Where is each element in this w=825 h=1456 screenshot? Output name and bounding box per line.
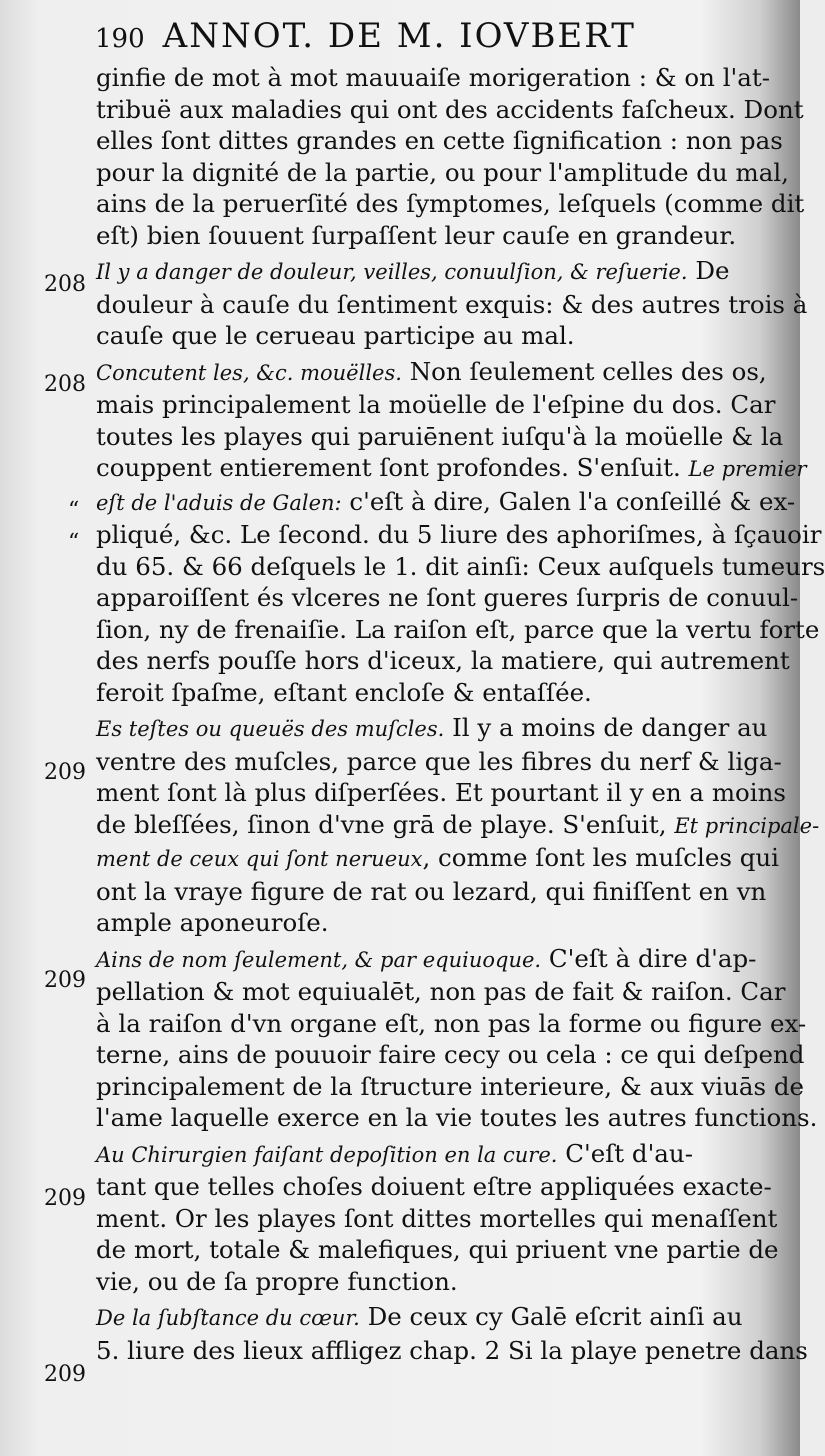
text-run: De [687,256,730,285]
text-line [96,157,789,189]
margin-number: 208 [44,272,86,297]
text-line [96,1008,807,1040]
text-run: du 65. & 66 deſquels le 1. dit ainſi: Ceux auſquels tumeurs [96,551,825,581]
annotation-text [96,62,825,1366]
text-line [96,777,786,809]
text-run: ample aponeuroſe. [96,908,329,937]
text-run: Il y a moins de danger au [444,713,768,742]
text-line [96,1138,736,1172]
text-run: Non ſeulement celles des os, [401,356,767,386]
lemma: De la ſubſtance du cœur. [96,1306,360,1330]
text-run: C'eſt d'au- [557,1138,693,1168]
text-run: terne, ains de pouuoir faire cecy ou cela : ce qui deſpend [96,1040,805,1069]
text-line [96,943,757,977]
text-line [96,551,825,583]
text-run: c'eſt à dire, Galen l'a conſeillé & ex- [341,486,796,516]
text-run: pour la dignité de la partie, ou pour l'amplitude du mal, [96,157,789,187]
text-line [96,907,736,939]
paragraph [96,943,818,1134]
text-line [96,645,790,677]
text-line [96,1171,772,1203]
text-run: ment. Or les playes ſont dittes mortelles qui menaſſent [96,1203,778,1233]
paragraph [96,1301,808,1366]
text-run: l'ame laquelle exerce en la vie toutes les autres functions. [96,1103,818,1132]
paragraph [96,62,805,251]
text-line [96,289,808,321]
lemma: eſt de l'aduis de Galen: [96,490,342,515]
text-run: ſion, ny de frenaiſie. La raiſon eſt, parce que la vertu forte [96,614,820,644]
text-run: De ceux cy Galē eſcrit ainſi au [359,1302,743,1331]
lemma: ment de ceux qui ſont nerueux [96,847,423,871]
text-line [96,486,796,520]
text-line [96,320,736,352]
text-line [96,614,820,646]
text-line [96,582,799,614]
text-run: vie, ou de ſa propre function. [96,1266,458,1296]
margin-number: 209 [44,968,86,993]
text-line [96,220,736,252]
text-line [96,421,784,453]
text-run: de mort, totale & malefiques, qui priuent vne partie de [96,1235,779,1264]
text-run: elles ſont dittes grandes en cette ſignification : non pas [96,126,783,155]
lemma: Concutent les, &c. mouëlles. [96,360,402,385]
text-run: ains de la peruerſité des ſymptomes, leſquels (comme dit [96,189,805,218]
text-line [96,519,822,551]
quote-mark: “ [68,498,80,523]
text-line [96,842,780,876]
paragraph [96,712,820,939]
text-run: C'eſt à dire d'ap- [541,943,757,973]
text-run: eſt) bien ſouuent ſurpaſſent leur cauſe en grandeur. [96,220,737,250]
text-line [96,746,782,778]
text-run: tant que telles choſes doiuent eſtre appliquées exacte- [96,1172,772,1201]
running-header [95,16,655,59]
text-line [96,1234,779,1266]
text-run: principalement de la ſtructure interieure, & aux viuās de [96,1071,805,1101]
quote-mark: “ [68,530,80,555]
text-line [96,1266,736,1298]
text-line [96,876,767,908]
text-line [96,1102,818,1134]
text-run: de bleſſées, ſinon d'vne grā de playe. S'enſuit, [96,809,675,839]
text-run: ment ſont là plus diſperſées. Et pourtant il y en a moins [96,778,786,807]
text-line [96,677,736,709]
text-run: apparoiſſent és vlceres ne ſont gueres ſurpris de conuul- [96,583,799,612]
text-run: douleur à cauſe du ſentiment exquis: & des autres trois à [96,289,808,319]
text-line [96,389,776,421]
text-line [96,356,767,390]
text-line [96,125,783,157]
paragraph [96,1138,779,1298]
text-run: ginfie de mot à mot mauuaiſe morigeration : & on l'at- [96,63,771,92]
text-line [96,188,805,220]
lemma: Le premier [688,457,807,481]
text-run: cauſe que le cerueau participe au mal. [96,321,575,350]
lemma: Et principale- [674,813,820,838]
text-run: tribuë aux maladies qui ont des accidents faſcheux. Dont [96,94,804,124]
text-line [96,1301,743,1335]
lemma: Es teſtes ou queuës des muſcles. [96,717,445,741]
running-title: ANNOT. DE M. IOVBERT [162,16,636,56]
lemma: Ains de nom ſeulement, & par equiuoque. [96,947,542,972]
text-run: 5. liure des lieux affligez chap. 2 Si la playe penetre dans [96,1335,808,1365]
text-run: à la raiſon d'vn organe eſt, non pas la forme ou figure ex- [96,1008,807,1038]
page-number: 190 [95,24,145,54]
lemma: Au Chirurgien faiſant depoſition en la cure. [96,1142,558,1167]
paragraph [96,255,808,352]
text-line [96,809,820,843]
margin-number: 209 [44,1186,86,1211]
margin-number: 208 [44,372,86,397]
text-line [96,1039,805,1071]
text-run: feroit ſpaſme, eſtant encloſe & entaſſée. [96,677,592,707]
text-line [96,1335,808,1367]
text-line [96,1203,778,1235]
text-line [96,1071,805,1103]
text-line [96,712,768,746]
text-line [96,62,771,94]
text-run: couppent entierement ſont profondes. S'enſuit. [96,453,689,482]
text-run: toutes les playes qui paruiēnent iuſqu'à la moüelle & la [96,421,784,451]
text-run: mais principalement la moüelle de l'eſpine du dos. Car [96,390,776,419]
text-line [96,94,804,126]
text-run: pellation & mot equiualēt, non pas de fait & raiſon. Car [96,977,786,1006]
lemma: Il y a danger de douleur, veilles, conuulſion, & reſuerie. [96,260,688,284]
text-run: ventre des muſcles, parce que les fibres du nerf & liga- [96,746,782,776]
text-line [96,976,786,1008]
text-run: , comme ſont les muſcles qui [422,843,780,872]
margin-number: 209 [44,1362,86,1387]
paragraph [96,356,825,709]
text-run: pliqué, &c. Le ſecond. du 5 liure des aphoriſmes, à ſçauoir [96,520,822,549]
margin-number: 209 [44,760,86,785]
text-run: des nerfs pouſſe hors d'iceux, la matiere, qui autrement [96,646,790,675]
text-line [96,452,807,486]
text-run: ont la vraye figure de rat ou lezard, qui finiſſent en vn [96,876,767,906]
text-line [96,255,736,289]
